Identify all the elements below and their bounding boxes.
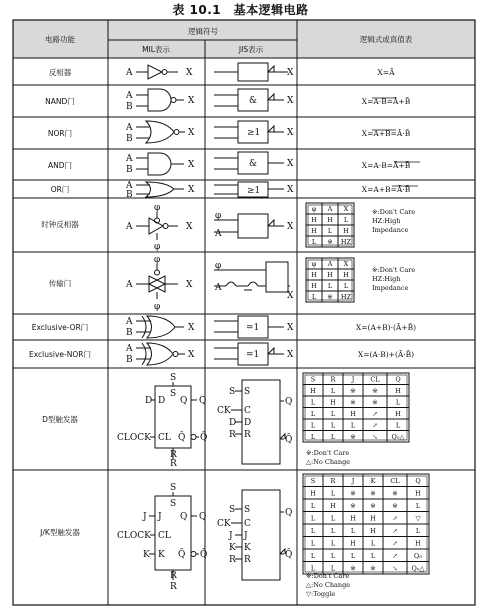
table-cell: L xyxy=(310,539,316,548)
table-cell: ↗ xyxy=(392,539,398,548)
expr-and: X=A·B=Ā+B̄ xyxy=(361,161,411,170)
table-cell: L xyxy=(350,552,356,560)
header-expression: 逻辑式或真值表 xyxy=(359,35,413,44)
table-cell: L xyxy=(310,398,316,407)
svg-text:X: X xyxy=(188,350,195,360)
table-cell: ▽ xyxy=(415,514,421,523)
svg-text:R: R xyxy=(244,430,251,440)
table-cell: H xyxy=(350,514,356,523)
row-name-nand: NAND门 xyxy=(45,97,75,106)
row-name-xor: Exclusive-OR门 xyxy=(31,323,89,332)
expr-xor: X=(A+B)·(Ā+B̄) xyxy=(355,323,417,332)
table-cell: L xyxy=(310,527,316,535)
mil-clock-inverter-symbol xyxy=(125,203,193,252)
table-header-cell: K xyxy=(370,477,376,485)
truth-table-jk-flipflop xyxy=(303,474,429,598)
row-name-d-flipflop: D型触发器 xyxy=(42,415,78,424)
table-cell: H xyxy=(311,215,317,224)
expr-xnor: X=(A·B)+(Ā·B̄) xyxy=(357,350,415,359)
svg-text:φ: φ xyxy=(154,255,161,265)
svg-text:A: A xyxy=(126,280,133,290)
mil-transmission-gate-symbol xyxy=(125,255,193,312)
svg-text:R: R xyxy=(229,430,236,440)
svg-text:Q̄: Q̄ xyxy=(178,433,186,443)
table-cell: H xyxy=(415,539,421,548)
table-note: ※:Don't Care xyxy=(306,572,350,580)
svg-text:Q: Q xyxy=(180,512,188,522)
svg-text:A: A xyxy=(215,283,222,293)
table-cell: L xyxy=(330,489,336,498)
table-cell: H xyxy=(330,398,336,407)
svg-text:C: C xyxy=(244,406,251,416)
mil-xor-symbol xyxy=(125,316,195,338)
svg-text:CL: CL xyxy=(158,531,171,541)
svg-text:C: C xyxy=(244,519,251,529)
table-title: 表 10.1 基本逻辑电路 xyxy=(172,3,309,17)
table-cell: L xyxy=(310,552,316,560)
table-cell: L xyxy=(343,281,349,290)
expression-overbars xyxy=(372,98,420,186)
table-cell: H xyxy=(370,514,376,523)
svg-text:R: R xyxy=(170,571,177,581)
table-header-cell: S xyxy=(310,477,316,485)
svg-text:X: X xyxy=(287,185,294,195)
svg-text:K: K xyxy=(244,543,251,553)
svg-text:φ: φ xyxy=(215,261,222,271)
table-cell: L xyxy=(330,421,336,430)
table-cell: ↗ xyxy=(372,421,378,430)
header-mil: MIL表示 xyxy=(142,45,170,54)
svg-text:≥1: ≥1 xyxy=(247,186,261,196)
table-cell: ※ xyxy=(350,386,356,395)
svg-text:=1: =1 xyxy=(246,323,260,333)
svg-text:&: & xyxy=(249,96,258,106)
mil-inverter-symbol xyxy=(125,65,193,79)
svg-text:S: S xyxy=(229,387,236,397)
table-cell: L xyxy=(311,237,317,246)
svg-text:K: K xyxy=(229,543,236,553)
svg-text:CLOCK: CLOCK xyxy=(117,433,151,443)
svg-text:D: D xyxy=(158,396,166,406)
table-note: ※:Don't Care xyxy=(306,449,350,457)
table-cell: ※ xyxy=(350,502,356,510)
svg-text:R: R xyxy=(170,582,177,592)
expr-nand: X=A·B=Ā+B̄ xyxy=(361,97,411,106)
table-cell: L xyxy=(330,514,336,523)
svg-text:X: X xyxy=(287,128,294,138)
table-cell: H xyxy=(311,270,317,279)
svg-text:X: X xyxy=(188,128,195,138)
svg-text:A: A xyxy=(126,317,133,327)
table-cell: L xyxy=(330,386,336,395)
table-cell: H xyxy=(330,502,336,510)
svg-text:A: A xyxy=(126,91,133,101)
row-name-and: AND门 xyxy=(47,161,73,170)
table-cell: ※ xyxy=(327,237,333,246)
svg-text:Q: Q xyxy=(199,396,207,406)
table-cell: ※ xyxy=(370,489,376,498)
svg-text:S: S xyxy=(170,483,177,493)
table-cell: ↗ xyxy=(392,514,398,523)
table-cell: H xyxy=(343,270,349,279)
svg-text:S: S xyxy=(229,505,236,515)
svg-text:X: X xyxy=(287,96,294,106)
svg-text:K: K xyxy=(143,550,150,560)
table-cell: H xyxy=(350,409,356,418)
table-cell: L xyxy=(330,432,336,441)
svg-text:S: S xyxy=(170,389,177,399)
table-cell: L xyxy=(370,552,376,560)
svg-text:A: A xyxy=(126,344,133,354)
svg-text:Q̄: Q̄ xyxy=(285,550,293,560)
table-cell: ※ xyxy=(392,489,398,498)
table-cell: L xyxy=(310,432,316,441)
table-cell: H xyxy=(311,226,317,235)
table-cell: ↗ xyxy=(392,527,398,535)
mil-nand-symbol xyxy=(125,89,195,112)
svg-text:B: B xyxy=(126,165,133,175)
svg-text:B: B xyxy=(126,355,133,365)
table-note: Impedance xyxy=(372,226,409,234)
svg-text:B: B xyxy=(126,328,133,338)
header-function: 电路功能 xyxy=(45,35,75,44)
truth-table-clock-inverter xyxy=(306,203,415,247)
svg-text:Q̄: Q̄ xyxy=(285,435,293,445)
table-header-cell: CL xyxy=(370,375,380,384)
row-names xyxy=(29,67,91,537)
table-header-cell: CL xyxy=(390,477,400,485)
table-cell: L xyxy=(310,564,316,573)
svg-text:φ: φ xyxy=(154,242,161,252)
table-header-cell: J xyxy=(351,375,355,384)
table-cell: ↗ xyxy=(372,409,378,418)
table-cell: L xyxy=(327,281,333,290)
svg-text:B: B xyxy=(126,102,133,112)
table-cell: ※ xyxy=(372,386,378,395)
table-cell: ※ xyxy=(372,398,378,407)
table-header-cell: A xyxy=(327,204,333,213)
svg-text:D: D xyxy=(229,418,237,428)
table-cell: ※ xyxy=(327,292,333,301)
table-cell: ※ xyxy=(350,564,356,573)
svg-text:φ: φ xyxy=(154,302,161,312)
svg-text:A: A xyxy=(126,154,133,164)
table-cell: ↗ xyxy=(392,552,398,560)
jis-d-flipflop-symbol xyxy=(217,380,292,464)
table-cell: L xyxy=(330,539,336,548)
svg-text:D: D xyxy=(145,396,153,406)
header-jis: JIS表示 xyxy=(238,45,264,54)
svg-text:Q: Q xyxy=(180,396,188,406)
table-note: ※:Don't Care xyxy=(372,208,416,216)
expr-inverter: X=Ā xyxy=(377,68,395,77)
table-cell: H xyxy=(395,409,401,418)
table-cell: HZ xyxy=(340,237,352,246)
svg-text:X: X xyxy=(188,96,195,106)
table-header-cell: X xyxy=(343,204,349,213)
row-name-inverter: 反相器 xyxy=(48,68,72,77)
table-cell: L xyxy=(311,292,317,301)
svg-text:CL: CL xyxy=(158,433,171,443)
svg-text:A: A xyxy=(215,229,222,239)
mil-and-symbol xyxy=(125,153,195,175)
table-note: △:No Change xyxy=(306,581,351,589)
svg-text:J: J xyxy=(229,531,233,541)
table-cell: L xyxy=(330,409,336,418)
table-cell: H xyxy=(310,489,316,498)
svg-text:R: R xyxy=(170,450,177,460)
table-cell: L xyxy=(395,421,401,430)
table-cell: L xyxy=(370,539,376,548)
pin-a: A xyxy=(126,68,133,78)
mil-jk-flipflop-symbol xyxy=(117,483,207,592)
pin-x: X xyxy=(186,68,193,78)
table-cell: L xyxy=(395,398,401,407)
table-header-cell: φ xyxy=(311,204,317,213)
svg-text:B: B xyxy=(126,134,133,144)
svg-text:φ: φ xyxy=(215,211,222,221)
table-cell: HZ xyxy=(340,292,352,301)
table-note: HZ:High xyxy=(372,275,401,283)
jis-xnor-symbol xyxy=(214,343,294,365)
table-cell: ※ xyxy=(370,564,376,573)
svg-text:K: K xyxy=(158,550,165,560)
table-cell: L xyxy=(310,421,316,430)
table-cell: L xyxy=(350,421,356,430)
svg-text:B: B xyxy=(126,190,133,200)
svg-text:=1: =1 xyxy=(246,350,260,360)
table-cell: Q₀ xyxy=(414,552,422,560)
jis-nor-symbol xyxy=(214,121,294,143)
svg-text:φ: φ xyxy=(154,203,161,213)
svg-text:S: S xyxy=(170,499,177,509)
table-header-cell: φ xyxy=(311,259,317,268)
mil-or-symbol xyxy=(125,181,195,200)
table-note: HZ:High xyxy=(372,217,401,225)
table-frame xyxy=(13,20,475,605)
svg-text:CLOCK: CLOCK xyxy=(117,531,151,541)
table-note: ▽:Toggle xyxy=(306,590,336,598)
table-cell: H xyxy=(395,386,401,395)
table-header-cell: X xyxy=(343,259,349,268)
jis-transmission-gate-symbol xyxy=(214,261,294,301)
svg-text:X: X xyxy=(287,291,294,301)
table-header-cell: Q xyxy=(415,477,421,485)
svg-text:J: J xyxy=(143,512,147,522)
svg-text:X: X xyxy=(287,159,294,169)
table-note: ※:Don't Care xyxy=(372,266,416,274)
svg-text:Q̄: Q̄ xyxy=(178,550,186,560)
svg-text:D: D xyxy=(244,418,252,428)
svg-text:R: R xyxy=(244,555,251,565)
svg-text:X: X xyxy=(188,323,195,333)
expr-or: X=A+B=Ā·B̄ xyxy=(361,185,411,194)
table-cell: H xyxy=(370,527,376,535)
row-name-jk-flipflop: J/K型触发器 xyxy=(40,528,80,537)
row-name-or: OR门 xyxy=(50,185,70,194)
jis-jk-flipflop-symbol xyxy=(217,490,292,580)
table-cell: ↘ xyxy=(372,432,378,441)
table-cell: L xyxy=(330,552,336,560)
table-cell: ※ xyxy=(392,502,398,510)
table-header-cell: Q xyxy=(395,375,401,384)
table-header-cell: S xyxy=(310,375,316,384)
table-cell: L xyxy=(343,215,349,224)
jis-and-symbol xyxy=(214,152,294,174)
table-cell: ※ xyxy=(350,432,356,441)
svg-text:Q: Q xyxy=(285,508,293,518)
svg-text:Q: Q xyxy=(285,397,293,407)
header-logic-symbol: 逻辑符号 xyxy=(188,27,218,36)
svg-text:X: X xyxy=(287,350,294,360)
svg-text:X: X xyxy=(287,68,294,78)
truth-table-transmission-gate xyxy=(306,258,415,302)
table-cell: L xyxy=(310,502,316,510)
table-cell: ※ xyxy=(350,489,356,498)
svg-text:J: J xyxy=(158,512,162,522)
table-cell: H xyxy=(343,226,349,235)
svg-text:Q: Q xyxy=(199,512,207,522)
table-cell: L xyxy=(310,514,316,523)
svg-text:X: X xyxy=(186,222,193,232)
table-cell: H xyxy=(415,489,421,498)
table-header-cell: R xyxy=(330,477,336,485)
jis-clock-inverter-symbol xyxy=(214,211,294,239)
table-cell: L xyxy=(415,527,421,535)
table-cell: H xyxy=(350,539,356,548)
table-cell: H xyxy=(327,270,333,279)
mil-nor-symbol xyxy=(125,121,195,144)
expr-nor: X=A+B=Ā·B̄ xyxy=(361,129,411,138)
jis-nand-symbol xyxy=(214,89,294,111)
svg-text:X: X xyxy=(186,280,193,290)
row-name-clock-inverter: 时钟反相器 xyxy=(41,220,79,229)
svg-text:X: X xyxy=(188,185,195,195)
table-note: Impedance xyxy=(372,284,409,292)
svg-text:R: R xyxy=(170,459,177,469)
table-cell: Q₀△ xyxy=(391,432,405,441)
svg-text:R: R xyxy=(229,555,236,565)
jis-inverter-symbol xyxy=(214,63,294,81)
svg-text:S: S xyxy=(244,387,251,397)
table-cell: L xyxy=(330,564,336,573)
table-cell: L xyxy=(310,409,316,418)
svg-text:X: X xyxy=(188,160,195,170)
table-cell: H xyxy=(311,281,317,290)
table-header-cell: J xyxy=(351,477,355,485)
table-header-cell: R xyxy=(330,375,336,384)
table-cell: ※ xyxy=(370,502,376,510)
table-cell: ↘ xyxy=(392,564,398,573)
svg-text:X: X xyxy=(287,222,294,232)
svg-text:A: A xyxy=(126,222,133,232)
table-cell: Q₀△ xyxy=(411,564,425,573)
jis-xor-symbol xyxy=(214,316,294,338)
row-name-nor: NOR门 xyxy=(47,129,73,138)
svg-text:A: A xyxy=(126,123,133,133)
svg-text:J: J xyxy=(244,531,248,541)
svg-text:CK: CK xyxy=(217,519,231,529)
truth-table-d-flipflop xyxy=(303,373,409,466)
table-header-cell: A xyxy=(327,259,333,268)
table-cell: ※ xyxy=(350,398,356,407)
svg-text:≥1: ≥1 xyxy=(247,128,261,138)
mil-xnor-symbol xyxy=(125,343,195,365)
row-name-transmission-gate: 传输门 xyxy=(48,279,72,288)
jis-or-symbol xyxy=(214,182,294,197)
table-cell: L xyxy=(330,527,336,535)
svg-text:Q̄: Q̄ xyxy=(200,433,208,443)
table-cell: L xyxy=(327,226,333,235)
svg-text:X: X xyxy=(287,323,294,333)
svg-text:CK: CK xyxy=(217,406,231,416)
table-cell: L xyxy=(415,502,421,510)
table-cell: L xyxy=(350,527,356,535)
mil-d-flipflop-symbol xyxy=(117,373,207,469)
svg-text:S: S xyxy=(244,505,251,515)
svg-text:Q̄: Q̄ xyxy=(200,550,208,560)
table-cell: H xyxy=(310,386,316,395)
svg-text:&: & xyxy=(249,159,258,169)
table-note: △:No Change xyxy=(306,458,351,466)
table-cell: H xyxy=(327,215,333,224)
svg-text:A: A xyxy=(126,181,133,191)
row-name-xnor: Exclusive-NOR门 xyxy=(29,350,91,359)
svg-text:S: S xyxy=(170,373,177,383)
